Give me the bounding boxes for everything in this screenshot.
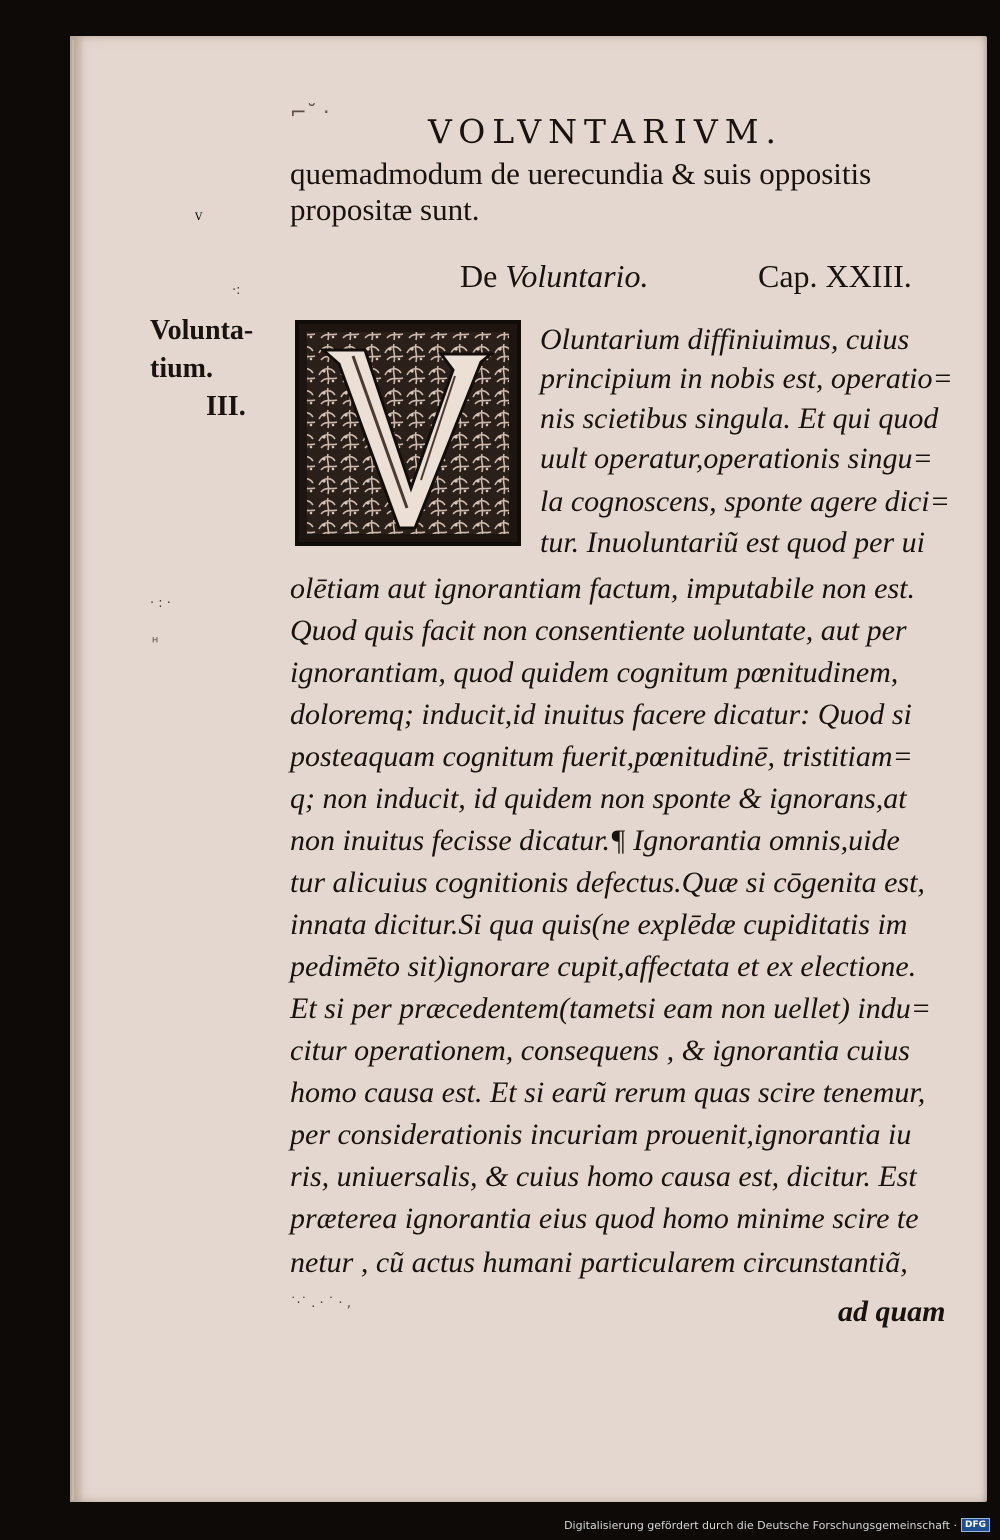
running-head-mark: ⌐˘ · <box>290 100 330 124</box>
digitization-credit <box>564 1518 990 1532</box>
marginal-note-line-3: III. <box>206 391 246 422</box>
body-line: q; non inducit, id quidem non sponte & ignorans,at <box>290 782 907 815</box>
margin-speck: ·: <box>232 283 241 298</box>
intro-line-2: propositæ sunt. <box>290 192 480 227</box>
body-line: ris, uniuersalis, & cuius homo causa est, dicitur. Est <box>290 1160 917 1193</box>
initial-line-3: nis scietibus singula. Et qui quod <box>540 402 939 435</box>
marginal-note-line-2: tium. <box>150 353 213 384</box>
body-line: innata dicitur.Si qua quis(ne explēdæ cupiditatis im <box>290 908 908 941</box>
page-gutter <box>72 40 74 1500</box>
chapter-title-prefix: De <box>460 258 498 294</box>
initial-line-6: tur. Inuoluntariũ est quod per ui <box>540 526 926 559</box>
body-line: Et si per præcedentem(tametsi eam non uellet) indu= <box>290 992 931 1025</box>
body-line: ignorantiam, quod quidem cognitum pœnitudinem, <box>290 656 899 689</box>
initial-line-2: principium in nobis est, operatio= <box>540 362 953 395</box>
marginal-note-line-1: Volunta- <box>150 315 254 346</box>
intro-line-1: quemadmodum de uerecundia & suis oppositis <box>290 156 872 191</box>
body-line: non inuitus fecisse dicatur.¶ Ignorantia omnis,uide <box>290 824 900 857</box>
chapter-number: Cap. XXIII. <box>758 258 912 294</box>
dfg-logo: DFG <box>961 1518 990 1532</box>
credit-text: Digitalisierung gefördert durch die Deutsche Forschungsgemeinschaft · <box>564 1518 957 1532</box>
body-line: olētiam aut ignorantiam factum, imputabile non est. <box>290 572 915 605</box>
initial-line-4: uult operatur,operationis singu= <box>540 442 933 475</box>
body-line: doloremq; inducit,id inuitus facere dicatur: Quod si <box>290 698 912 731</box>
initial-letter: V <box>195 212 203 223</box>
margin-speck: ᴴ <box>152 636 159 651</box>
marginal-note <box>150 312 253 426</box>
initial-line-1: Oluntarium diffiniuimus, cuius <box>540 323 910 356</box>
body-line: Quod quis facit non consentiente uoluntate, aut per <box>290 614 907 647</box>
body-line: præterea ignorantia eius quod homo minime scire te <box>290 1202 919 1235</box>
margin-speck: · : · <box>150 596 171 611</box>
body-line: posteaquam cognitum fuerit,pœnitudinē, tristitiam= <box>290 740 913 773</box>
running-head: VOLVNTARIVM. <box>428 112 784 151</box>
initial-line-5: la cognoscens, sponte agere dici= <box>540 485 950 518</box>
body-line: homo causa est. Et si earũ rerum quas scire tenemur, <box>290 1076 926 1109</box>
catchword: ad quam <box>838 1295 946 1328</box>
chapter-title-word: Voluntario. <box>505 258 649 294</box>
body-line: pedimēto sit)ignorare cupit,affectata et ex electione. <box>290 950 917 983</box>
body-line: tur alicuius cognitionis defectus.Quæ si cōgenita est, <box>290 866 925 899</box>
chapter-title <box>460 258 648 295</box>
body-line: citur operationem, consequens , & ignorantia cuius <box>290 1034 910 1067</box>
body-line: netur , cũ actus humani particularem circunstantiã, <box>290 1246 908 1279</box>
bottom-specks: ˙·˙ . · ˙ · ‚ <box>290 1296 351 1311</box>
body-line: per considerationis incuriam prouenit,ignorantia iu <box>290 1118 912 1151</box>
